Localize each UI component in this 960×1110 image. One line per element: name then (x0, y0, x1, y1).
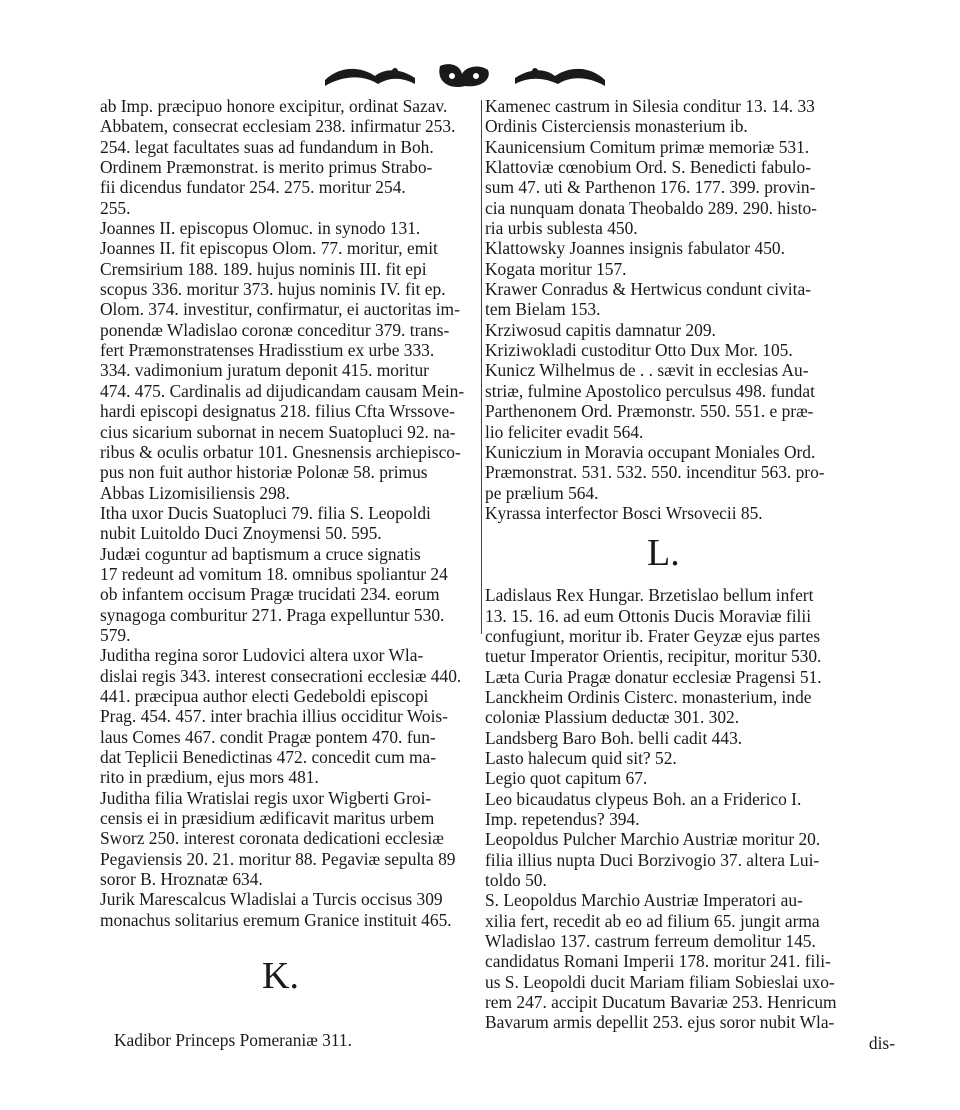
entry-line: tuetur Imperator Orientis, recipitur, moritur 530. (485, 646, 822, 667)
entry-line: ab Imp. præcipuo honore excipitur, ordinat Sazav. (100, 96, 448, 116)
entry-line: Sworz 250. interest coronata dedicationi ecclesiæ (100, 828, 444, 849)
entry-line: Parthenonem Ord. Præmonstr. 550. 551. e præ- (485, 401, 814, 422)
entry-line: ob infantem occisum Pragæ trucidati 234. eorum (100, 584, 440, 605)
entry-line: Leo bicaudatus clypeus Boh. an a Friderico I. (485, 788, 802, 809)
entry-line: 13. 15. 16. ad eum Ottonis Ducis Moraviæ filii (485, 605, 812, 626)
entry-line: Kunicz Wilhelmus de . . sævit in ecclesias Au- (485, 360, 809, 381)
entry-line: Legio quot capitum 67. (485, 768, 648, 789)
entry-line: censis ei in præsidium ædificavit maritus urbem (100, 808, 435, 829)
entry-line: soror B. Hroznatæ 634. (100, 869, 263, 890)
entry-line: fii dicendus fundator 254. 275. moritur 254. (100, 177, 406, 198)
entry-line: Juditha regina soror Ludovici altera uxor Wla- (100, 645, 424, 666)
entry-line: rem 247. accipit Ducatum Bavariæ 253. Henricum (485, 992, 837, 1013)
entry-line: 579. (100, 624, 131, 645)
entry-line: Lasto halecum quid sit? 52. (485, 747, 677, 768)
header-ornament (320, 58, 610, 94)
entry-line: 255. (100, 197, 131, 218)
entry-line: toldo 50. (485, 870, 547, 891)
entry-line: scopus 336. moritur 373. hujus nominis IV. fit ep. (100, 279, 446, 300)
entry-line: Bavarum armis depellit 253. ejus soror nubit Wla- (485, 1012, 835, 1033)
entry-line: Olom. 374. investitur, confirmatur, ei auctoritas im- (100, 299, 460, 320)
entry-line: Kuniczium in Moravia occupant Moniales Ord. (485, 441, 816, 462)
entry-line: Ladislaus Rex Hungar. Brzetislao bellum infert (485, 585, 814, 606)
entry-line: Judæi coguntur ad baptismum a cruce signatis (100, 543, 421, 564)
entry-line: xilia fert, recedit ab eo ad filium 65. jungit arma (485, 910, 820, 931)
entry-line: Imp. repetendus? 394. (485, 809, 640, 829)
section-letter-k: K. (262, 955, 299, 998)
entry-line: ponendæ Wladislao coronæ conceditur 379. trans- (100, 319, 450, 340)
entry-line: pus non fuit author historiæ Polonæ 58. primus (100, 462, 428, 483)
entry-line: Lanckheim Ordinis Cisterc. monasterium, inde (485, 686, 812, 707)
entry-line: Læta Curia Pragæ donatur ecclesiæ Pragensi 51. (485, 666, 822, 687)
entry-line: ria urbis sublesta 450. (485, 218, 638, 239)
right-column (485, 96, 895, 1053)
entry-line: cia nunquam donata Theobaldo 289. 290. histo- (485, 197, 817, 218)
entry-line: dat Teplicii Benedictinas 472. concedit cum ma- (100, 747, 437, 767)
entry-line: confugiunt, moritur ib. Frater Geyzæ ejus partes (485, 625, 821, 646)
entry-line: Præmonstrat. 531. 532. 550. incenditur 563. pro- (485, 462, 825, 483)
entry-line: tem Bielam 153. (485, 299, 601, 320)
entry-line: Pegaviensis 20. 21. moritur 88. Pegaviæ sepulta 89 (100, 848, 456, 869)
entry-line: coloniæ Plassium deductæ 301. 302. (485, 707, 740, 728)
entry-line: Kaunicensium Comitum primæ memoriæ 531. (485, 136, 810, 157)
entry-line: 474. 475. Cardinalis ad dijudicandam causam Mein- (100, 380, 465, 401)
entry-line: S. Leopoldus Marchio Austriæ Imperatori au- (485, 890, 803, 911)
entry-line: Joannes II. fit episcopus Olom. 77. moritur, emit (100, 238, 438, 259)
entry-line: Krziwosud capitis damnatur 209. (485, 319, 716, 340)
entry-line: Leopoldus Pulcher Marchio Austriæ moritur 20. (485, 829, 821, 850)
entry-line: hardi episcopi designatus 218. filius Cfta Wrssove- (100, 401, 455, 422)
entry-line: dislai regis 343. interest consecrationi ecclesiæ 440. (100, 665, 462, 686)
entry-line: Klattowsky Joannes insignis fabulator 450. (485, 238, 785, 259)
section-letter-l: L. (647, 532, 680, 575)
entry-line: Kadibor Princeps Pomeraniæ 311. (114, 1030, 352, 1051)
entry-line: ribus & oculis orbatur 101. Gnesnensis archiepisco- (100, 441, 461, 462)
entry-line: 17 redeunt ad vomitum 18. omnibus spoliantur 24 (100, 563, 448, 584)
entry-line: cius sicarium subornat in necem Suatopluci 92. na- (100, 421, 456, 442)
entry-line: Itha uxor Ducis Suatopluci 79. filia S. Leopoldi (100, 502, 431, 523)
entry-line: Krawer Conradus & Hertwicus condunt civita- (485, 279, 811, 300)
entry-line: filia illius nupta Duci Borzivogio 37. altera Lui- (485, 849, 820, 870)
entry-line: Klattoviæ cœnobium Ord. S. Benedicti fabulo- (485, 157, 812, 178)
entry-line: Abbas Lizomisiliensis 298. (100, 482, 290, 503)
entry-line: striæ, fulmine Apostolico perculsus 498. fundat (485, 380, 815, 401)
entry-line: 441. præcipua author electi Gedeboldi episcopi (100, 685, 429, 706)
entry-line: Kamenec castrum in Silesia conditur 13. 14. 33 (485, 96, 815, 116)
right-entries-k (485, 96, 895, 523)
entry-line: Cremsirium 188. 189. hujus nominis III. fit epi (100, 258, 427, 279)
entry-line: pe prælium 564. (485, 482, 599, 503)
entry-line: Kogata moritur 157. (485, 258, 627, 279)
entry-line: rito in prædium, ejus mors 481. (100, 767, 319, 788)
entry-line: candidatus Romani Imperii 178. moritur 241. fili- (485, 951, 831, 972)
entry-line: sum 47. uti & Parthenon 176. 177. 399. provin- (485, 177, 816, 198)
entry-line: synagoga comburitur 271. Praga expelluntur 530. (100, 604, 445, 625)
entry-line: Abbatem, consecrat ecclesiam 238. infirmatur 253. (100, 116, 456, 137)
entry-line: Juditha filia Wratislai regis uxor Wigberti Groi- (100, 787, 432, 808)
entry-line: Ordinem Præmonstrat. is merito primus Strabo- (100, 157, 433, 178)
entry-line: nubit Luitoldo Duci Znoymensi 50. 595. (100, 523, 382, 544)
entry-line: lio feliciter evadit 564. (485, 421, 644, 442)
entry-line: Kriziwokladi custoditur Otto Dux Mor. 105. (485, 340, 793, 361)
entry-line: Prag. 454. 457. inter brachia illius occiditur Wois- (100, 706, 448, 727)
entry-line: 254. legat facultates suas ad fundandum in Boh. (100, 136, 434, 157)
entry-line: fert Præmonstratenses Hradisstium ex urbe 333. (100, 340, 435, 361)
left-column (100, 96, 480, 1050)
left-entries (100, 96, 480, 930)
entry-line: Landsberg Baro Boh. belli cadit 443. (485, 727, 743, 748)
entry-line: Jurik Marescalcus Wladislai a Turcis occisus 309 (100, 889, 443, 910)
catchword: dis- (868, 1032, 895, 1053)
entry-line: Ordinis Cisterciensis monasterium ib. (485, 116, 748, 137)
right-entries-l (485, 585, 895, 1033)
entry-line: monachus solitarius eremum Granice instituit 465. (100, 909, 452, 930)
entry-line: laus Comes 467. condit Pragæ pontem 470. fun- (100, 726, 436, 747)
entry-line: us S. Leopoldi ducit Mariam filiam Sobieslai uxo- (485, 971, 835, 992)
column-divider (481, 100, 482, 634)
entry-line: Kyrassa interfector Bosci Wrsovecii 85. (485, 502, 763, 523)
entry-line: 334. vadimonium juratum deponit 415. moritur (100, 360, 429, 381)
entry-line: Joannes II. episcopus Olomuc. in synodo 131. (100, 218, 421, 239)
entry-line: Wladislao 137. castrum ferreum demolitur 145. (485, 931, 816, 952)
